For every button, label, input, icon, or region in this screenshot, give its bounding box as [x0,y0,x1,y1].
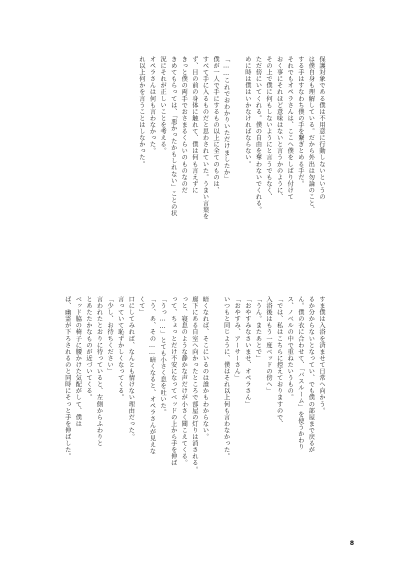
text-column: ん。僕の衣に合わせて、「バスルーム」を使うかわり [296,296,304,451]
text-column: いつもと同じように、僕はそれ以上何も言わなかった。 [222,296,230,460]
text-column: それでもオペラさんは、ここへ僕をしばり付けて [286,56,294,201]
text-column: 口にしてみれば、なんとも情けない理由だった。 [127,296,135,441]
text-column: って、ちょっとだけ不安になってベッドの上から手を伸ば [169,296,177,467]
text-column: 保護対象である僕は不用意に行動しないというの [318,56,325,201]
text-column: すま僕は入浴を済ませて日常へ向かう。 [318,296,325,414]
text-column: めに時は僕はいかなければならない。 [243,56,251,168]
text-column: 言っていて恥ずかしくなってくる。 [116,296,124,401]
page-number: 8 [349,540,354,547]
text-column: とあたたかなものが近づいてくる。 [84,296,92,401]
text-column: くて」 [137,296,145,316]
text-column: その上で僕に何もしないようにと言うでもなく、 [265,56,273,201]
text-column: るか分からないとなってい、でも僕の部屋まで戻るが [307,296,315,454]
text-column: ただ傍にいてくれる。僕の自由を奪わないでくれる。 [254,56,262,214]
text-column: 廊下にある自室へ向かったところで部屋の灯りは消される。 [190,296,198,473]
blank-column [231,56,242,284]
text-column: すべて手に入るものだと思わされていた。うまい言葉を [201,56,209,220]
text-column: きめてもらっては、「悪かったかもしれない」ことの状 [169,56,177,217]
text-column: れ以上何かを言うことはしなかった。 [137,56,145,168]
text-column: おく事にそれほど意味はないと言うかのように、 [275,56,283,201]
text-column: する手はすなわち僕の手を繋ぎとめる手だ。 [296,56,304,187]
text-column: 「では、私はこちらに控えておりますので、 [275,296,283,427]
text-column: ス、ノベルの中で重ねたいうもの。 [286,296,294,401]
text-column: オペラさんは何も言わなかった。 [148,56,156,155]
text-column: っと、寝息のような静かな声だけが小さく聞こえてくる。 [180,296,188,467]
text-column: ば、幽霊が下ろされるのと同時にそっと手を伸ばした。 [63,296,71,460]
text-column: ず、目の前の身体に触れて、僕は何も言えずに [190,56,198,194]
text-column: 況にそれが正しいことを考える。 [159,56,167,155]
text-column: 「……これでおわかりいただけましたか」 [222,56,230,183]
blank-column [209,296,220,522]
text-column: 「おやすみ、アーサーさん」 [233,296,241,382]
text-column: 暗くなれば、そこにいるのは誰かもわからない。 [201,296,209,441]
text-column: は僕自身も理解している。だから外出は勿論のこと、 [307,56,315,214]
text-column: ベッド脇の椅子に腰かけた気配がして、僕は [74,296,82,427]
upper-text-block [56,56,326,284]
text-column: 「少し、お待ちください」 [106,296,114,375]
text-column: 言われたとおりに待っていると、左側からふわりと [95,296,103,447]
text-column: 「うっ……」とても小さく息を吐いた。 [159,296,167,416]
text-column: 「おやすみなさいませ、オペラさん」 [243,296,251,408]
text-column: きっと僕の両手でおさまるくらいのものなのだ [180,56,188,194]
text-column: 僕が一人で手にするもの以上に全てのものは、 [212,56,220,194]
text-column: 「う、あ、その……暗くなると、オペラさんが見えな [148,296,156,455]
text-column: 「うん。またあとで」 [254,296,262,362]
text-column: 入浴後はもう一度ベッドの傍へ」 [265,296,273,395]
lower-text-block [56,296,326,522]
